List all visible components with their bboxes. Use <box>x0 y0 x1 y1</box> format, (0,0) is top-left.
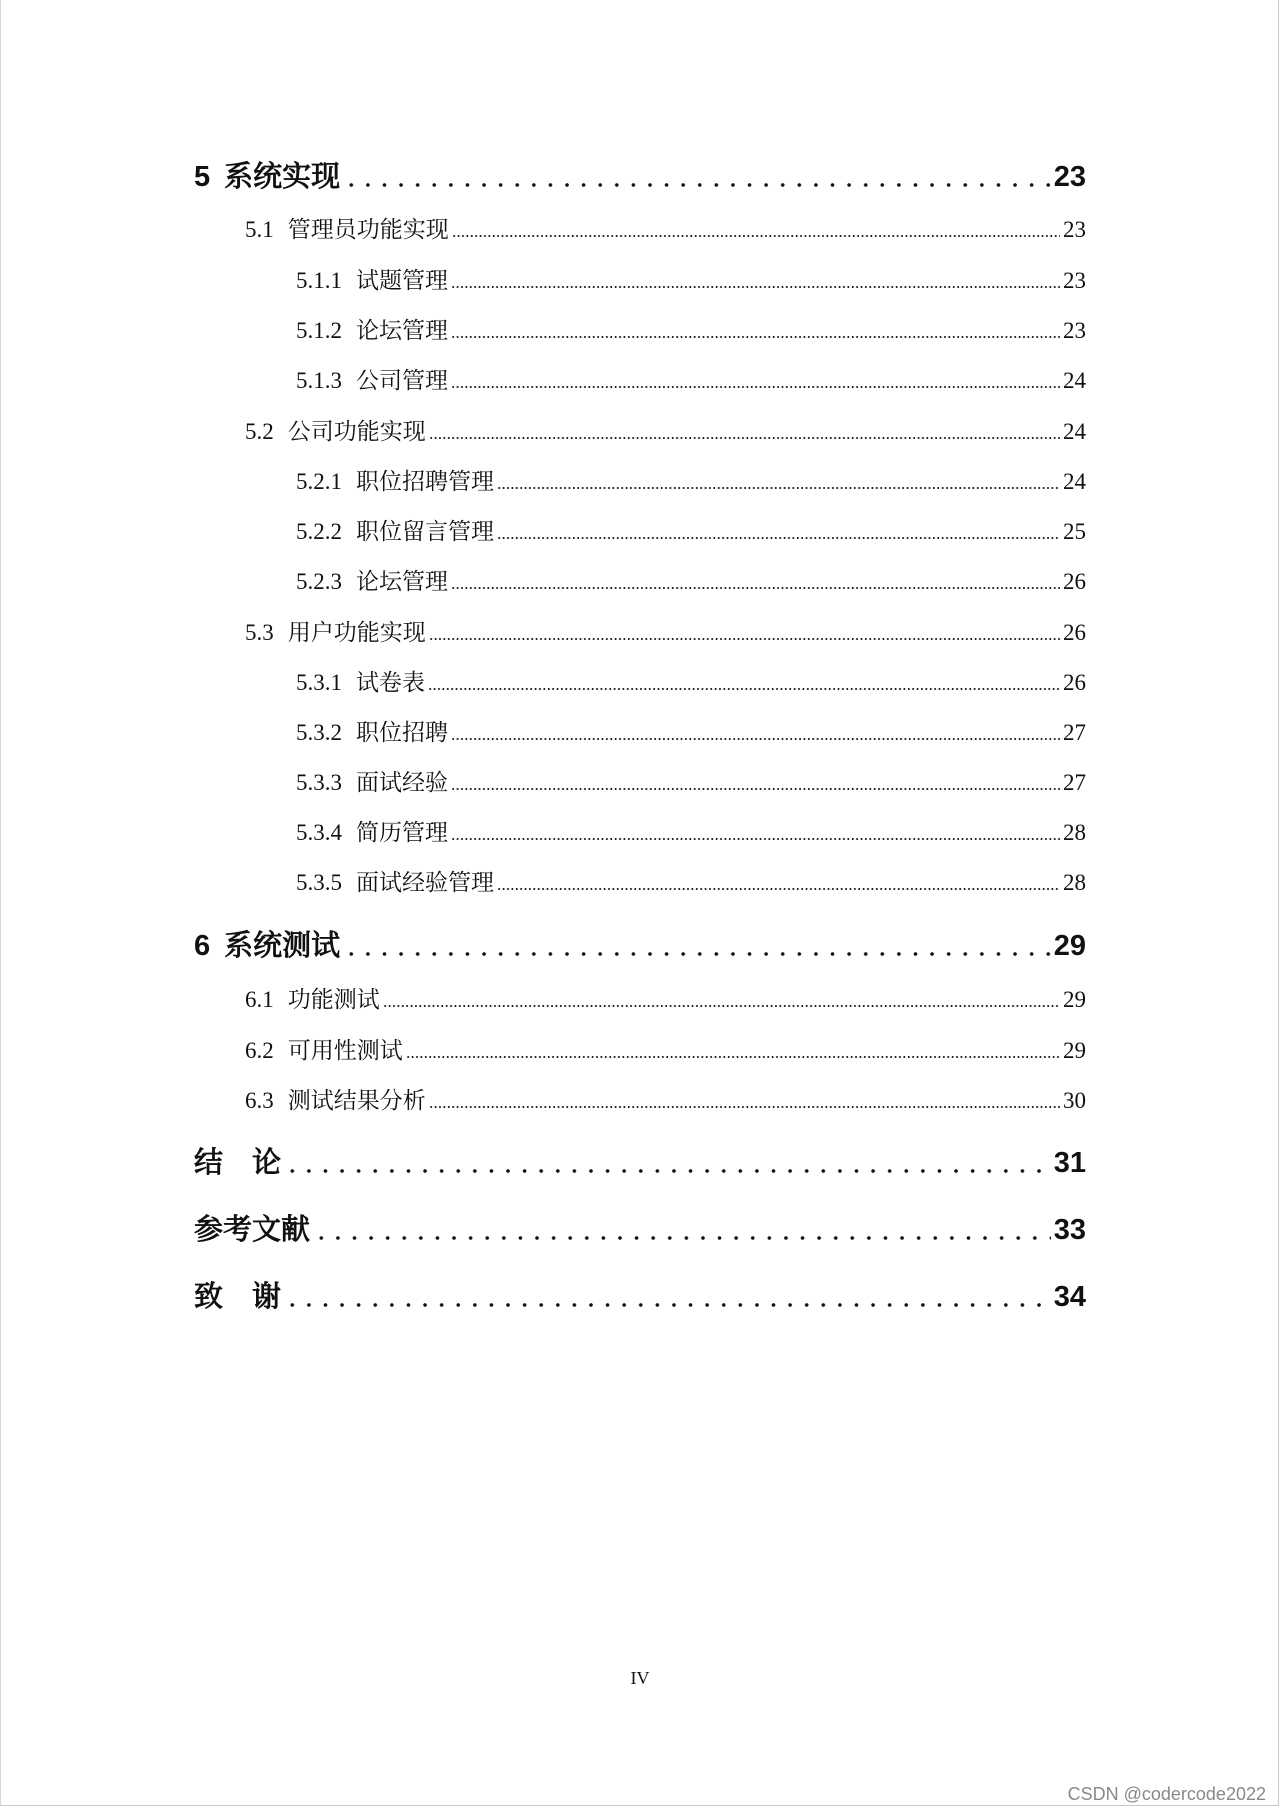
toc-entry-number: 6.3 <box>245 1088 274 1113</box>
toc-entry-title: 系统测试 <box>224 930 341 962</box>
toc-entry[interactable] <box>296 319 1086 342</box>
toc-entry-title: 致 谢 <box>194 1281 282 1313</box>
toc-entry-number: 5.3 <box>245 620 274 645</box>
toc-entry-number: 5.3.2 <box>296 720 342 745</box>
toc-entry-page: 27 <box>1063 770 1086 795</box>
toc-entry-title: 试题管理 <box>356 268 448 293</box>
toc-entry[interactable] <box>296 470 1086 493</box>
dot-leader <box>451 286 1060 288</box>
toc-entry-page: 26 <box>1063 620 1086 645</box>
toc-entry-title: 简历管理 <box>356 820 448 845</box>
toc-entry[interactable] <box>296 570 1086 593</box>
toc-entry-number: 5.3.3 <box>296 770 342 795</box>
toc-entry-number: 5.3.1 <box>296 670 342 695</box>
toc-entry-number: 6.2 <box>245 1038 274 1063</box>
dot-leader <box>343 952 1051 956</box>
dot-leader <box>428 688 1060 690</box>
toc-entry-title: 管理员功能实现 <box>287 217 449 242</box>
dot-leader <box>429 638 1060 640</box>
dot-leader <box>451 738 1060 740</box>
toc-entry-page: 28 <box>1063 870 1086 895</box>
toc-entry-number: 5.2.2 <box>296 519 342 544</box>
toc-entry-page: 26 <box>1063 569 1086 594</box>
toc-entry-title: 试卷表 <box>356 670 425 695</box>
toc-entry[interactable] <box>194 932 1086 961</box>
toc-entry-page: 29 <box>1063 987 1086 1012</box>
toc-entry[interactable] <box>296 871 1086 894</box>
toc-entry-title: 系统实现 <box>224 161 341 193</box>
toc-entry-page: 26 <box>1063 670 1086 695</box>
toc-entry-title: 公司功能实现 <box>287 419 426 444</box>
dot-leader <box>451 386 1060 388</box>
toc-entry-number: 5.1.1 <box>296 268 342 293</box>
toc-entry-number: 5.1 <box>245 217 274 242</box>
toc-entry[interactable] <box>245 420 1086 443</box>
dot-leader <box>497 888 1060 890</box>
toc-entry-page: 27 <box>1063 720 1086 745</box>
dot-leader <box>284 1303 1051 1307</box>
toc-entry-number: 6 <box>194 930 211 962</box>
toc-entry-title: 职位招聘管理 <box>356 469 494 494</box>
toc-entry-number: 5.3.4 <box>296 820 342 845</box>
toc-entry[interactable] <box>296 771 1086 794</box>
toc-entry-title: 功能测试 <box>287 987 380 1012</box>
toc-entry-page: 24 <box>1063 419 1086 444</box>
toc-entry-number: 5.1.2 <box>296 318 342 343</box>
toc-entry[interactable] <box>194 1216 1086 1245</box>
page-number: IV <box>630 1668 650 1688</box>
toc-entry[interactable] <box>194 1283 1086 1312</box>
toc-entry-number: 5.2.1 <box>296 469 342 494</box>
toc-entry-number: 5.2.3 <box>296 569 342 594</box>
toc-entry-page: 24 <box>1063 469 1086 494</box>
toc-entry[interactable] <box>296 721 1086 744</box>
dot-leader <box>451 587 1060 589</box>
toc-entry-page: 23 <box>1063 318 1086 343</box>
toc-entry-title: 结 论 <box>194 1147 282 1179</box>
dot-leader <box>284 1169 1051 1173</box>
toc-entry-page: 28 <box>1063 820 1086 845</box>
toc-entry-page: 25 <box>1063 519 1086 544</box>
toc-entry[interactable] <box>296 821 1086 844</box>
toc-entry-title: 面试经验管理 <box>356 870 494 895</box>
toc-entry-page: 23 <box>1063 268 1086 293</box>
toc-entry-title: 论坛管理 <box>356 318 448 343</box>
toc-entry[interactable] <box>296 520 1086 543</box>
toc-entry-page: 31 <box>1053 1147 1086 1179</box>
toc-entry-page: 34 <box>1053 1281 1086 1313</box>
toc-entry-number: 5.2 <box>245 419 274 444</box>
dot-leader <box>383 1005 1060 1007</box>
toc-entry-page: 30 <box>1063 1088 1086 1113</box>
toc-entry-title: 职位招聘 <box>356 720 448 745</box>
toc-entry[interactable] <box>194 163 1086 192</box>
toc-entry[interactable] <box>296 369 1086 392</box>
watermark: CSDN @codercode2022 <box>1067 1784 1266 1804</box>
toc-entry[interactable] <box>194 1149 1086 1178</box>
toc-entry-number: 5.3.5 <box>296 870 342 895</box>
dot-leader <box>451 838 1060 840</box>
dot-leader <box>429 1106 1060 1108</box>
toc-entry-page: 33 <box>1053 1214 1086 1246</box>
toc-entry-number: 6.1 <box>245 987 274 1012</box>
toc-entry-title: 公司管理 <box>356 368 448 393</box>
dot-leader <box>406 1056 1060 1058</box>
toc-entry-title: 职位留言管理 <box>356 519 494 544</box>
dot-leader <box>451 788 1060 790</box>
toc-entry-page: 23 <box>1063 217 1086 242</box>
toc-entry[interactable] <box>296 671 1086 694</box>
toc-entry-title: 测试结果分析 <box>287 1088 426 1113</box>
toc-entry-title: 用户功能实现 <box>287 620 426 645</box>
toc-entry-page: 29 <box>1063 1038 1086 1063</box>
dot-leader <box>343 183 1051 187</box>
dot-leader <box>497 537 1060 539</box>
toc-entry-title: 参考文献 <box>194 1214 311 1246</box>
toc-entry-page: 24 <box>1063 368 1086 393</box>
toc-entry-page: 29 <box>1053 930 1086 962</box>
dot-leader <box>429 437 1060 439</box>
toc-entry[interactable] <box>245 621 1086 644</box>
toc-entry[interactable] <box>245 1089 1086 1112</box>
dot-leader <box>313 1236 1051 1240</box>
toc-entry-number: 5.1.3 <box>296 368 342 393</box>
toc-entry[interactable] <box>245 1039 1086 1062</box>
dot-leader <box>452 235 1060 237</box>
dot-leader <box>497 487 1060 489</box>
toc-entry[interactable] <box>245 218 1086 241</box>
toc-entry[interactable] <box>245 988 1086 1011</box>
toc-entry-title: 可用性测试 <box>287 1038 403 1063</box>
toc-entry-page: 23 <box>1053 161 1086 193</box>
toc-entry-number: 5 <box>194 161 211 193</box>
toc-entry-title: 面试经验 <box>356 770 448 795</box>
toc-entry[interactable] <box>296 269 1086 292</box>
dot-leader <box>451 336 1060 338</box>
toc-entry-title: 论坛管理 <box>356 569 448 594</box>
